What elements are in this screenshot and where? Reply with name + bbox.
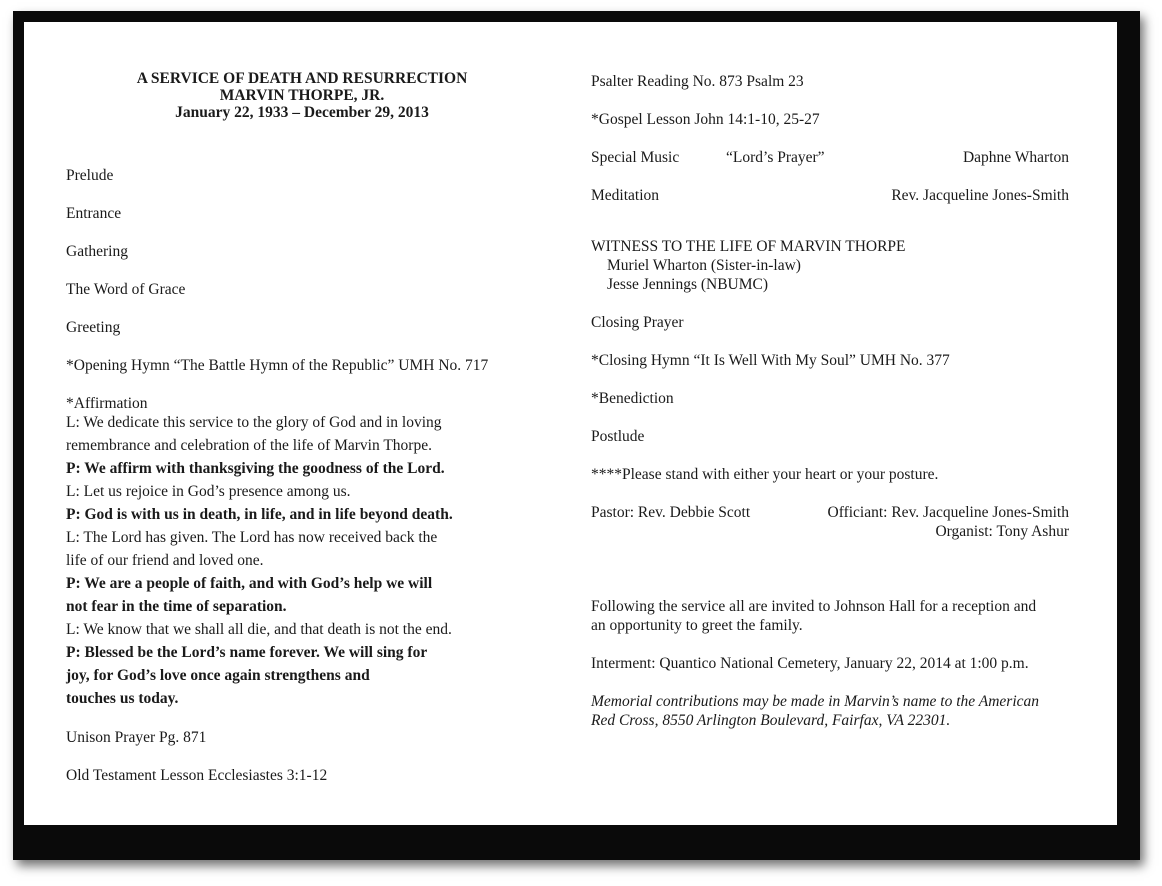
gathering: Gathering: [66, 243, 128, 260]
stand-note: ****Please stand with either your heart or your posture.: [591, 466, 939, 483]
postlude: Postlude: [591, 428, 645, 445]
affirmation-response: not fear in the time of separation.: [66, 598, 287, 615]
affirmation-line: L: Let us rejoice in God’s presence among us.: [66, 483, 351, 500]
entrance: Entrance: [66, 205, 122, 222]
reception-note: an opportunity to greet the family.: [591, 617, 803, 634]
affirmation-line: remembrance and celebration of the life of Marvin Thorpe.: [66, 437, 432, 454]
pastor: Pastor: Rev. Debbie Scott: [591, 504, 751, 521]
reception-note: Following the service all are invited to Johnson Hall for a reception and: [591, 598, 1037, 615]
special-music-song: “Lord’s Prayer”: [726, 149, 825, 166]
affirmation-response: joy, for God’s love once again strengthens and: [66, 667, 370, 684]
interment: Interment: Quantico National Cemetery, January 22, 2014 at 1:00 p.m.: [591, 655, 1029, 672]
unison-prayer: Unison Prayer Pg. 871: [66, 729, 207, 746]
affirmation-response: P: We are a people of faith, and with God’s help we will: [66, 575, 433, 592]
prelude: Prelude: [66, 167, 114, 184]
affirmation-response: touches us today.: [66, 690, 179, 707]
affirmation-response: P: We affirm with thanksgiving the goodness of the Lord.: [66, 460, 445, 477]
memorial-note: Memorial contributions may be made in Marvin’s name to the American: [591, 693, 1040, 710]
closing-prayer: Closing Prayer: [591, 314, 684, 331]
program-sheet: [24, 22, 1117, 825]
word-of-grace: The Word of Grace: [66, 281, 186, 298]
affirmation-heading: *Affirmation: [66, 395, 148, 412]
psalter-reading: Psalter Reading No. 873 Psalm 23: [591, 73, 804, 90]
service-title: A SERVICE OF DEATH AND RESURRECTION: [136, 70, 468, 87]
life-dates: January 22, 1933 – December 29, 2013: [175, 104, 429, 121]
witness-person: Jesse Jennings (NBUMC): [607, 276, 769, 293]
organist: Organist: Tony Ashur: [935, 523, 1069, 540]
gospel-lesson: *Gospel Lesson John 14:1-10, 25-27: [591, 111, 820, 128]
witness-person: Muriel Wharton (Sister-in-law): [607, 257, 801, 274]
closing-hymn: *Closing Hymn “It Is Well With My Soul” UMH No. 377: [591, 352, 950, 369]
benediction: *Benediction: [591, 390, 674, 407]
affirmation-line: L: We know that we shall all die, and that death is not the end.: [66, 621, 452, 638]
meditation-label: Meditation: [591, 187, 660, 204]
affirmation-line: L: The Lord has given. The Lord has now received back the: [66, 529, 438, 546]
memorial-note: Red Cross, 8550 Arlington Boulevard, Fairfax, VA 22301.: [591, 712, 951, 729]
deceased-name: MARVIN THORPE, JR.: [219, 87, 385, 104]
affirmation-line: life of our friend and loved one.: [66, 552, 264, 569]
affirmation-line: L: We dedicate this service to the glory of God and in loving: [66, 414, 442, 431]
affirmation-response: P: Blessed be the Lord’s name forever. We will sing for: [66, 644, 428, 661]
officiant: Officiant: Rev. Jacqueline Jones-Smith: [827, 504, 1069, 521]
opening-hymn: *Opening Hymn “The Battle Hymn of the Republic” UMH No. 717: [66, 357, 489, 374]
meditation-speaker: Rev. Jacqueline Jones-Smith: [891, 187, 1069, 204]
special-music-label: Special Music: [591, 149, 680, 166]
witness-heading: WITNESS TO THE LIFE OF MARVIN THORPE: [591, 238, 906, 255]
greeting: Greeting: [66, 319, 121, 336]
special-music-performer: Daphne Wharton: [962, 149, 1069, 166]
affirmation-response: P: God is with us in death, in life, and in life beyond death.: [66, 506, 453, 523]
old-testament-lesson: Old Testament Lesson Ecclesiastes 3:1-12: [66, 767, 328, 784]
